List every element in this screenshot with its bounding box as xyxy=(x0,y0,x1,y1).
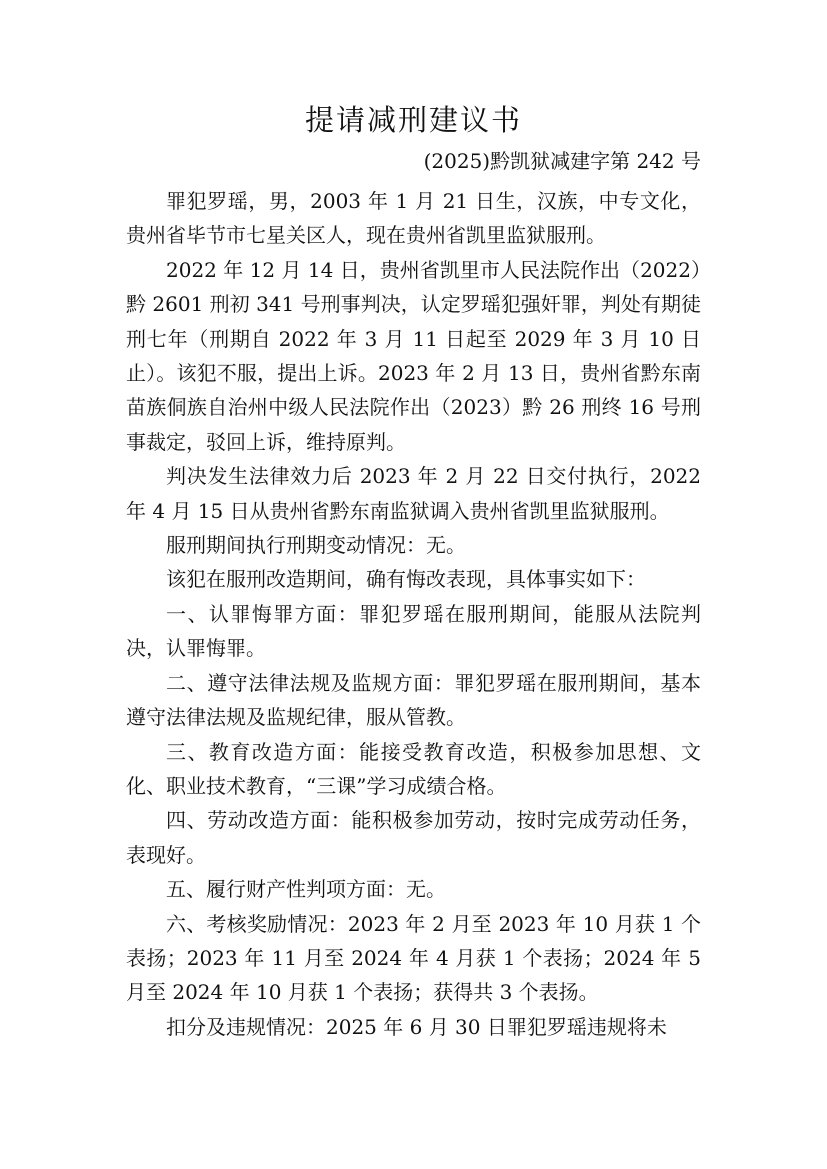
paragraph-discipline: 二、遵守法律法规及监规方面：罪犯罗瑶在服刑期间，基本遵守法律法规及监规纪律，服从管教。 xyxy=(126,670,701,730)
document-number: (2025)黔凯狱减建字第 242 号 xyxy=(423,149,701,173)
paragraph-property: 五、履行财产性判项方面：无。 xyxy=(166,877,446,902)
paragraph-judgment: 2022 年 12 月 14 日，贵州省凯里市人民法院作出（2022）黔 2601 刑初 341 号刑事判决，认定罗瑶犯强奸罪，判处有期徒刑七年（刑期自 2022 年 3 月 11 日起至 2029 年 3 月 10 日止）。该犯不服，提出上诉。2023 年 2 月 13 日，贵州省黔东南苗族侗族自治州中级人民法院作出（2023）黔 26 刑终 16 号刑事裁定，驳回上诉，维持原判。 xyxy=(126,257,701,454)
document-title: 提请减刑建议书 xyxy=(304,103,522,137)
paragraph-labor: 四、劳动改造方面：能积极参加劳动，按时完成劳动任务，表现好。 xyxy=(126,808,701,867)
paragraph-repentance: 一、认罪悔罪方面：罪犯罗瑶在服刑期间，能服从法院判决，认罪悔罪。 xyxy=(126,601,701,661)
paragraph-violations: 扣分及违规情况：2025 年 6 月 30 日罪犯罗瑶违规将未 xyxy=(166,1014,667,1039)
paragraph-sentence-change: 服刑期间执行刑期变动情况：无。 xyxy=(166,533,466,558)
paragraph-education: 三、教育改造方面：能接受教育改造，积极参加思想、文化、职业技术教育，“三课”学习成绩合格。 xyxy=(126,739,701,798)
paragraph-execution: 判决发生法律效力后 2023 年 2 月 22 日交付执行，2022 年 4 月 15 日从贵州省黔东南监狱调入贵州省凯里监狱服刑。 xyxy=(126,464,701,523)
paragraph-rewards: 六、考核奖励情况：2023 年 2 月至 2023 年 10 月获 1 个表扬；2023 年 11 月至 2024 年 4 月获 1 个表扬；2024 年 5 月至 2024 年 10 月获 1 个表扬；获得共 3 个表扬。 xyxy=(126,911,701,1005)
document-body xyxy=(126,184,701,1044)
paragraph-criminal-info: 罪犯罗瑶，男，2003 年 1 月 21 日生，汉族，中专文化，贵州省毕节市七星关区人，现在贵州省凯里监狱服刑。 xyxy=(126,189,701,248)
paragraph-facts-intro: 该犯在服刑改造期间，确有悔改表现，具体事实如下： xyxy=(166,567,646,592)
